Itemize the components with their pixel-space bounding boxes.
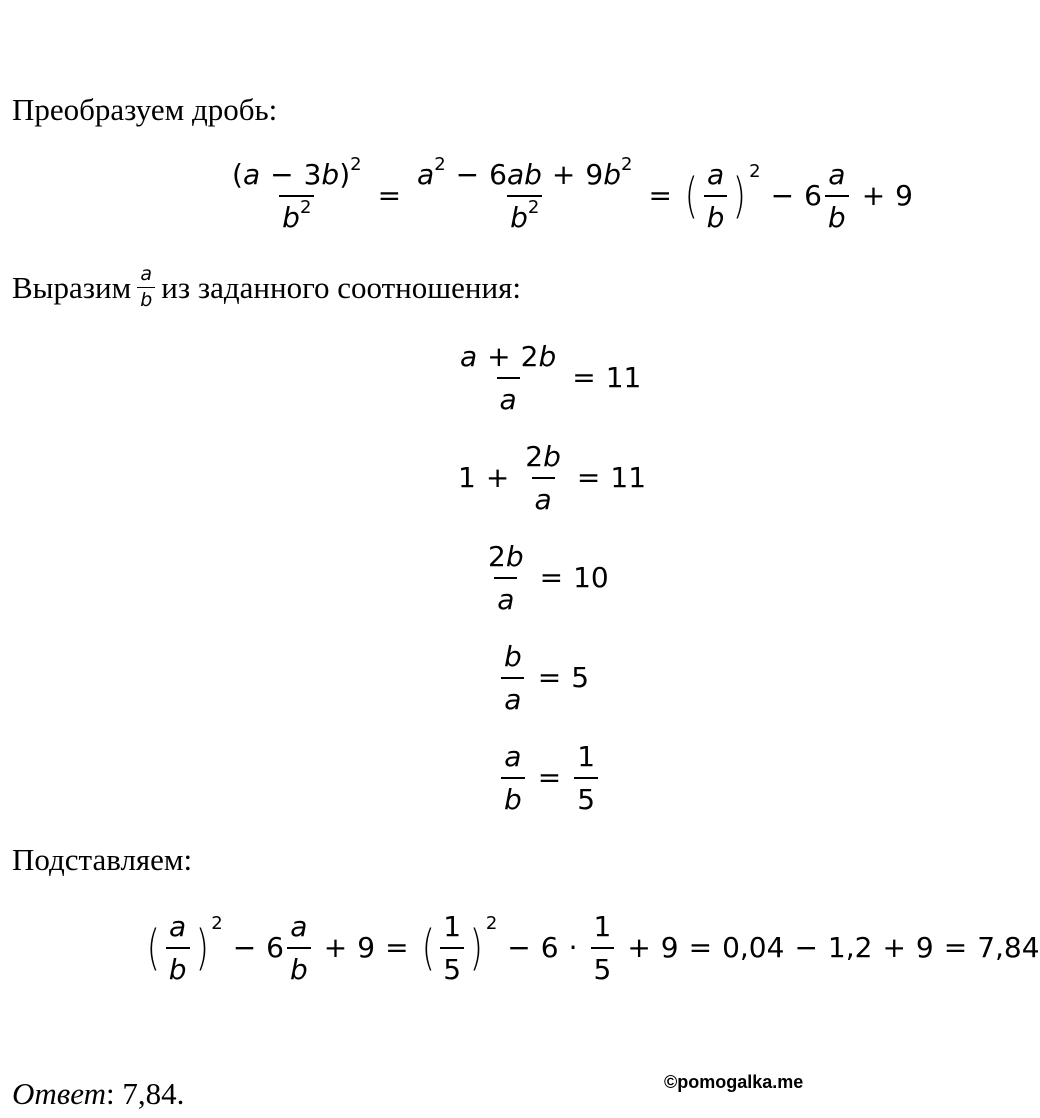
answer-label: Ответ — [12, 1076, 106, 1111]
express-suffix: из заданного соотношения: — [161, 269, 521, 305]
answer-value: : 7,84. — [105, 1076, 185, 1111]
equation-step-5: $\frac{a}{b}$ = $\frac{1}{5}$ — [498, 742, 601, 814]
equation-step-4: $\frac{b}{a}$ = 5 — [498, 642, 589, 714]
watermark: ©pomogalka.me — [664, 1072, 804, 1092]
fraction-squared-binomial: $\frac{(a - 3b)^2}{b^2}$ — [232, 153, 362, 234]
substitute-text: Подставляем: — [12, 842, 193, 877]
answer-line — [12, 1078, 184, 1109]
equation-step-3: $\frac{2b}{a}$ = 10 — [488, 539, 609, 616]
equation-step-1: $\frac{a + 2b}{a}$ = 11 — [460, 339, 642, 416]
equation-step-2: 1 + $\frac{2b}{a}$ = 11 — [458, 439, 647, 516]
small-fraction-a-over-b: $\frac{a}{b}$ — [137, 265, 155, 310]
equation-substitution: ( $\frac{a}{b}$ ) 2 − 6 $\frac{a}{b}$ + 9 = ( $\frac{1}{5}$ ) 2 − 6 · $\frac{1}{5}$ + 9 = 0,04 − 1,2 + 9 = 7,84 — [146, 909, 1040, 986]
express-line — [12, 262, 521, 312]
express-prefix: Выразим — [12, 269, 132, 305]
fraction-expanded: $\frac{a^2 - 6ab + 9b^2}{b^2}$ — [417, 153, 633, 234]
equation-transform: $\frac{(a - 3b)^2}{b^2}$ = $\frac{a^2 - 6ab + 9b^2}{b^2}$ = ( $\frac{a}{b}$ ) 2 − 6 $\frac{a}{b}$ + 9 — [226, 160, 913, 232]
intro-text: Преобразуем дробь: — [12, 92, 278, 127]
